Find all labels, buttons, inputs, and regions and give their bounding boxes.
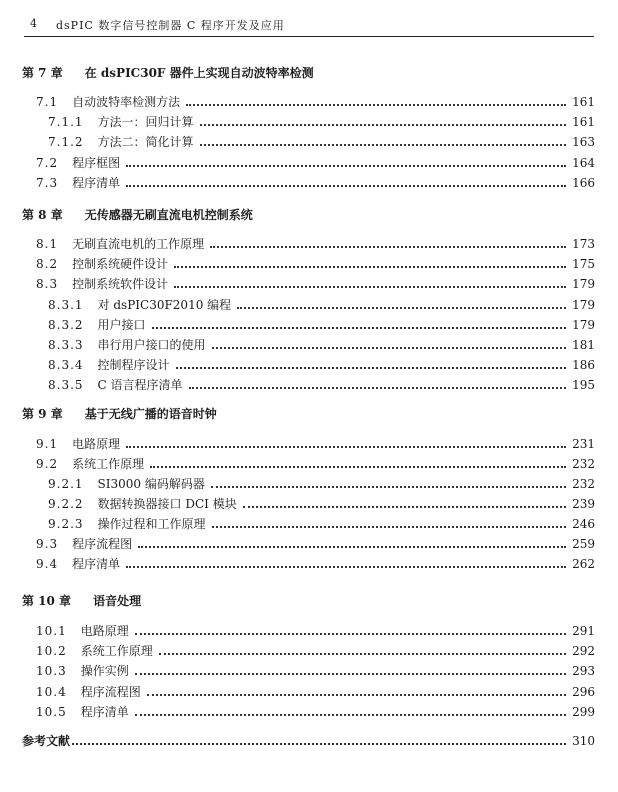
page-header: [24, 14, 594, 37]
page-ref: 163: [572, 135, 595, 150]
section-number: 7.1.2: [48, 135, 84, 150]
chapter-label: 第 9 章: [22, 407, 63, 421]
section-number: 8.3.4: [48, 358, 84, 373]
section-title: 程序清单: [80, 704, 129, 719]
dot-leader: [237, 299, 566, 309]
toc-entry[interactable]: [36, 703, 595, 721]
dot-leader: [176, 359, 567, 369]
toc-entry[interactable]: [36, 235, 595, 253]
section-number: 8.3: [36, 277, 59, 292]
dot-leader: [186, 96, 566, 106]
section-title: 操作实例: [80, 664, 129, 679]
section-title: 方法一：回归计算: [97, 115, 194, 130]
toc-entry[interactable]: [48, 133, 595, 151]
page-ref: 239: [572, 497, 595, 511]
chapter-heading: [22, 592, 141, 609]
dot-leader: [126, 558, 566, 568]
section-number: 10.2: [36, 644, 67, 659]
dot-leader: [150, 458, 566, 468]
section-title: 自动波特率检测方法: [72, 95, 181, 109]
toc-entry[interactable]: [36, 255, 595, 273]
section-title: 用户接口: [97, 317, 146, 332]
chapter-heading: [22, 405, 217, 422]
section-number: 8.3.2: [48, 317, 84, 332]
dot-leader: [72, 735, 566, 745]
section-title: 控制系统硬件设计: [72, 257, 169, 272]
section-title: 程序流程图: [80, 684, 141, 699]
section-number: 9.3: [36, 537, 59, 551]
page-ref: 246: [572, 517, 595, 531]
toc-entry[interactable]: [48, 475, 595, 493]
dot-leader: [126, 438, 566, 448]
section-title: 程序框图: [72, 155, 121, 170]
dot-leader: [152, 319, 567, 329]
section-title: 程序流程图: [72, 537, 133, 551]
toc-entry[interactable]: [48, 113, 595, 131]
section-number: 10.3: [36, 664, 67, 679]
dot-leader: [126, 177, 566, 187]
dot-leader: [189, 379, 567, 389]
dot-leader: [135, 625, 566, 635]
dot-leader: [243, 498, 566, 508]
section-title: 程序清单: [72, 557, 121, 571]
section-number: 9.1: [36, 437, 59, 451]
toc-entry[interactable]: [48, 356, 595, 374]
dot-leader: [159, 645, 566, 655]
page-ref: 232: [572, 477, 595, 491]
page-ref: 161: [572, 115, 595, 130]
section-title: 操作过程和工作原理: [97, 517, 206, 531]
section-number: 7.2: [36, 155, 59, 170]
toc-entry[interactable]: [48, 376, 595, 394]
chapter-label: 第 7 章: [22, 66, 63, 80]
dot-leader: [212, 339, 567, 349]
section-number: 9.2: [36, 457, 59, 471]
chapter-title: 语音处理: [93, 594, 142, 608]
section-number: 8.3.1: [48, 297, 84, 312]
section-number: 8.3.3: [48, 338, 84, 352]
toc-entry[interactable]: [36, 642, 595, 660]
section-title: 系统工作原理: [80, 644, 153, 659]
toc-entry[interactable]: [36, 455, 595, 473]
section-title: 控制程序设计: [97, 358, 170, 373]
chapter-label: 第 8 章: [22, 208, 63, 222]
page-ref: 232: [572, 457, 595, 471]
running-title: dsPIC 数字信号控制器 C 程序开发及应用: [56, 19, 285, 32]
toc-entry[interactable]: [48, 515, 595, 533]
page-ref: 259: [572, 537, 595, 551]
page-ref: 310: [572, 734, 595, 748]
section-title: 方法二：简化计算: [97, 135, 194, 150]
page-ref: 231: [572, 437, 595, 451]
dot-leader: [174, 258, 566, 268]
toc-entry[interactable]: [36, 662, 595, 680]
section-title: 控制系统软件设计: [72, 277, 169, 292]
section-number: 7.1.1: [48, 115, 84, 130]
page-number: 4: [30, 17, 37, 30]
dot-leader: [200, 136, 567, 146]
page-ref: 293: [572, 664, 595, 679]
section-number: 7.3: [36, 175, 59, 190]
dot-leader: [200, 116, 567, 126]
section-number: 9.2.1: [48, 477, 84, 491]
page-ref: 179: [572, 277, 595, 292]
page-ref: 186: [572, 358, 595, 373]
section-number: 10.5: [36, 704, 67, 719]
toc-entry[interactable]: [36, 535, 595, 553]
section-title: 程序清单: [72, 175, 121, 190]
page-ref: 164: [572, 155, 595, 170]
section-number: 9.2.3: [48, 517, 84, 531]
chapter-heading: [22, 64, 314, 81]
section-title: 电路原理: [80, 624, 129, 638]
page-ref: 173: [572, 237, 595, 251]
section-title: SI3000 编码解码器: [97, 477, 205, 491]
dot-leader: [138, 538, 566, 548]
chapter-title: 基于无线广播的语音时钟: [84, 407, 217, 421]
toc-entry[interactable]: [36, 555, 595, 573]
dot-leader: [135, 706, 566, 716]
section-number: 10.4: [36, 684, 67, 699]
section-title: 对 dsPIC30F2010 编程: [97, 297, 232, 312]
section-number: 8.3.5: [48, 378, 84, 393]
toc-entry[interactable]: [48, 336, 595, 354]
section-title: 电路原理: [72, 437, 121, 451]
page-ref: 195: [572, 378, 595, 393]
page-ref: 179: [572, 297, 595, 312]
page-ref: 296: [572, 684, 595, 699]
toc-entry[interactable]: [36, 93, 595, 111]
dot-leader: [135, 665, 566, 675]
chapter-label: 第 10 章: [22, 594, 72, 608]
chapter-title: 在 dsPIC30F 器件上实现自动波特率检测: [84, 66, 314, 80]
toc-entry[interactable]: [48, 316, 595, 334]
section-number: 9.4: [36, 557, 59, 571]
page-ref: 262: [572, 557, 595, 571]
chapter-title: 无传感器无刷直流电机控制系统: [84, 208, 253, 222]
page-ref: 299: [572, 704, 595, 719]
dot-leader: [212, 518, 567, 528]
section-title: 串行用户接口的使用: [97, 338, 206, 352]
page-ref: 292: [572, 644, 595, 659]
page-ref: 175: [572, 257, 595, 272]
section-number: 9.2.2: [48, 497, 84, 511]
page-ref: 181: [572, 338, 595, 352]
toc-entry[interactable]: [36, 174, 595, 192]
chapter-heading: [22, 206, 253, 223]
page-ref: 179: [572, 317, 595, 332]
page-ref: 291: [572, 624, 595, 638]
dot-leader: [211, 478, 566, 488]
section-number: 7.1: [36, 95, 59, 109]
page-ref: 166: [572, 175, 595, 190]
dot-leader: [210, 238, 566, 248]
toc-entry[interactable]: [48, 296, 595, 314]
section-number: 8.1: [36, 237, 59, 251]
references-entry[interactable]: [22, 732, 595, 750]
section-title: 数据转换器接口 DCI 模块: [97, 497, 237, 511]
toc-entry[interactable]: [36, 622, 595, 640]
section-title: 无刷直流电机的工作原理: [72, 237, 205, 251]
toc-entry[interactable]: [36, 154, 595, 172]
dot-leader: [174, 278, 566, 288]
dot-leader: [126, 157, 566, 167]
dot-leader: [147, 686, 566, 696]
section-title: 系统工作原理: [72, 457, 145, 471]
toc-entry[interactable]: [48, 495, 595, 513]
toc-entry[interactable]: [36, 435, 595, 453]
section-title: C 语言程序清单: [97, 378, 183, 393]
references-title: 参考文献: [22, 734, 71, 748]
page-ref: 161: [572, 95, 595, 109]
section-number: 8.2: [36, 257, 59, 272]
toc-entry[interactable]: [36, 683, 595, 701]
toc-entry[interactable]: [36, 275, 595, 293]
section-number: 10.1: [36, 624, 67, 638]
